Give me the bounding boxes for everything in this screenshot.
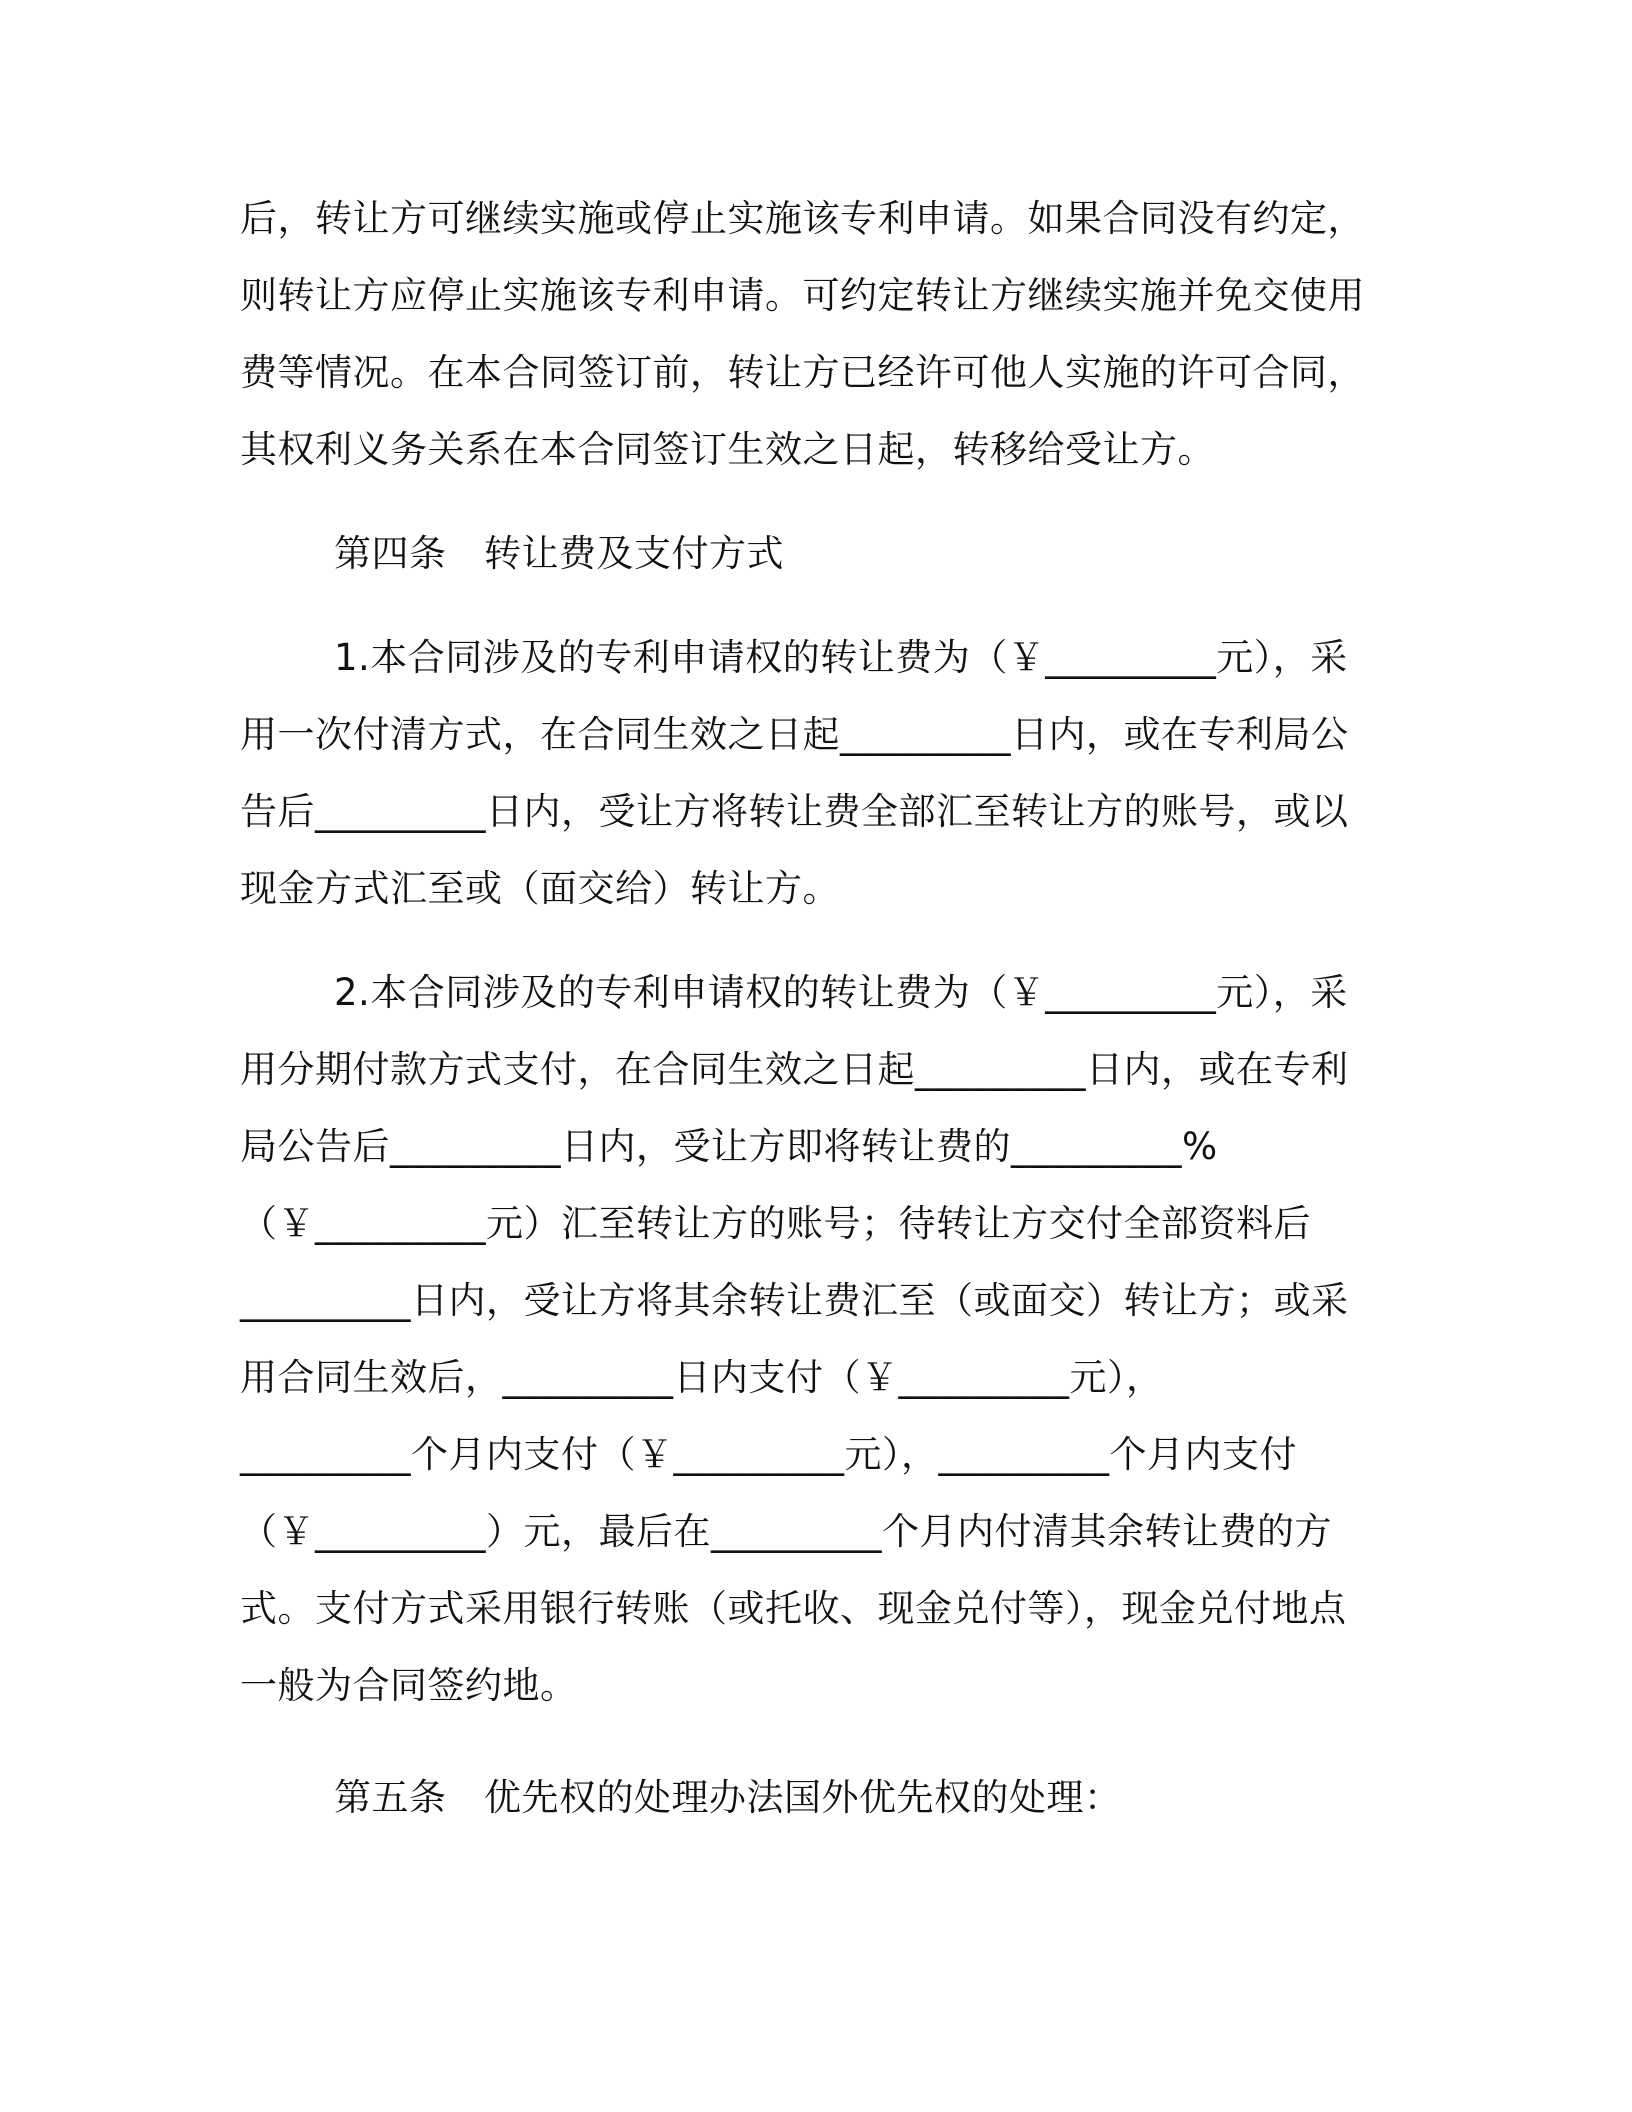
text-line: 式。支付方式采用银行转账（或托收、现金兑付等），现金兑付地点: [240, 1587, 1347, 1630]
paragraph-continuation: [240, 180, 1380, 488]
text-line: 用分期付款方式支付，在合同生效之日起_________日内，或在专利: [240, 1048, 1349, 1091]
text-line: 1.本合同涉及的专利申请权的转让费为（￥_________元），采: [334, 636, 1348, 679]
article-5-heading: 第五条 优先权的处理办法国外优先权的处理：: [334, 1776, 1122, 1819]
text-line: 费等情况。在本合同签订前，转让方已经许可他人实施的许可合同，: [240, 351, 1365, 394]
text-line: _________日内，受让方将其余转让费汇至（或面交）转让方；或采: [240, 1279, 1349, 1322]
text-line: （￥_________）元，最后在_________个月内付清其余转让费的方: [240, 1510, 1332, 1553]
text-line: _________个月内支付（￥_________元），_________个月内支付: [240, 1433, 1297, 1476]
text-line: 用一次付清方式，在合同生效之日起_________日内，或在专利局公: [240, 713, 1349, 756]
text-line: 现金方式汇至或（面交给）转让方。: [240, 867, 840, 910]
text-line: （￥_________元）汇至转让方的账号；待转让方交付全部资料后: [240, 1202, 1311, 1245]
text-line: 一般为合同签约地。: [240, 1664, 578, 1707]
text-line: 后，转让方可继续实施或停止实施该专利申请。如果合同没有约定，: [240, 197, 1365, 240]
article-4-heading: 第四条 转让费及支付方式: [334, 532, 784, 575]
text-line: 则转让方应停止实施该专利申请。可约定转让方继续实施并免交使用: [240, 274, 1365, 317]
text-line: 告后_________日内，受让方将转让费全部汇至转让方的账号，或以: [240, 790, 1349, 833]
document-page: [240, 180, 1380, 1836]
text-line: 用合同生效后，_________日内支付（￥_________元），: [240, 1356, 1164, 1399]
text-line: 2.本合同涉及的专利申请权的转让费为（￥_________元），采: [334, 971, 1348, 1014]
text-line: 局公告后_________日内，受让方即将转让费的_________%: [240, 1125, 1218, 1168]
text-line: 其权利义务关系在本合同签订生效之日起，转移给受让方。: [240, 428, 1215, 471]
article-4-item-2: [240, 954, 1380, 1724]
article-4-item-1: [240, 619, 1380, 927]
